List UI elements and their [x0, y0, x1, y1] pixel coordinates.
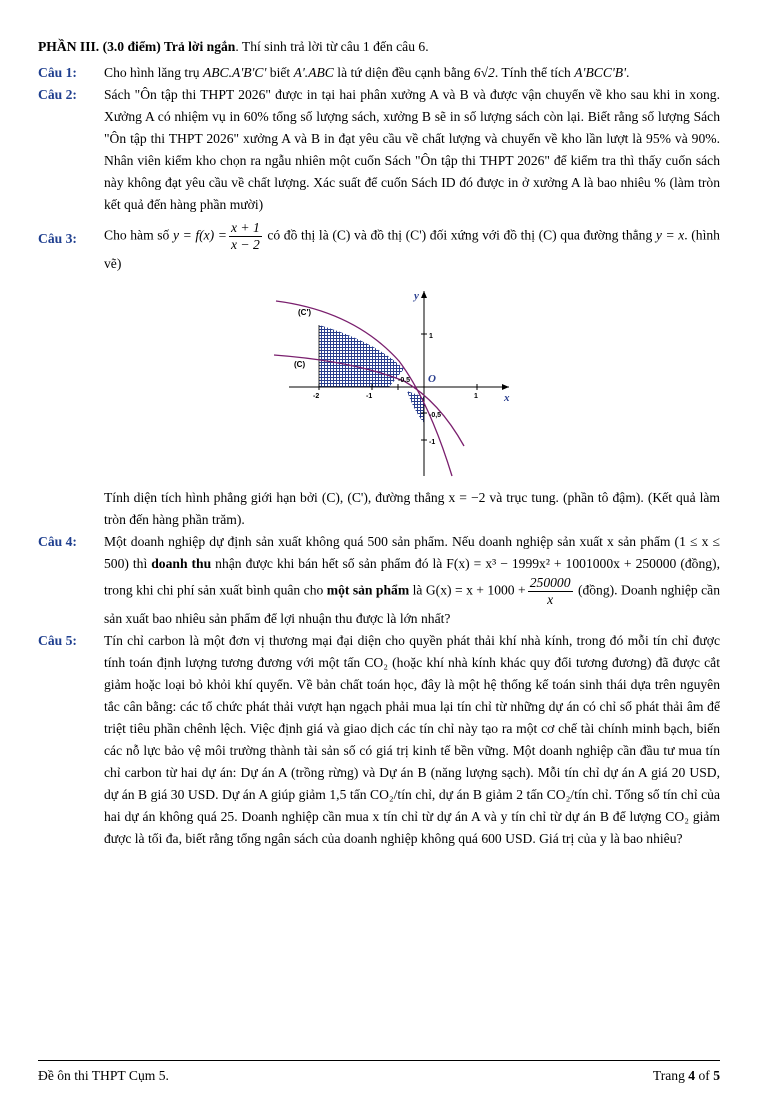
section-title — [38, 36, 720, 58]
question-3 — [38, 220, 720, 531]
text: . Tính thể tích — [494, 65, 575, 80]
section-title-rest: . Thí sinh trả lời từ câu 1 đến câu 6. — [235, 39, 429, 54]
bold-text: doanh thu — [151, 556, 212, 571]
text: (đồng). Doanh nghiệp cần sản xuất bao nhiêu sản phẩm để lợi nhuận thu được là lớn nhất? — [104, 582, 720, 626]
tick-label-x: -0.5 — [398, 377, 411, 384]
graph-label-C-prime: (C') — [298, 308, 312, 317]
page-footer — [38, 1060, 720, 1087]
text: Trang — [652, 1068, 689, 1083]
text: Cho hình lăng trụ — [104, 65, 203, 80]
tick-label-x: -2 — [313, 393, 320, 400]
fraction-denominator: x − 2 — [230, 237, 260, 252]
math: 6√2 — [473, 65, 495, 80]
graph-label-x: x — [504, 392, 510, 404]
curve-C-prime — [276, 301, 452, 476]
text: Cho hàm số — [104, 227, 173, 243]
question-body: Tín chỉ carbon là một đơn vị thương mại đại diện cho quyền phát thải khí nhà kính, trong đó mỗi tín chỉ được tính toán định lượng tương đương với một tấn CO₂ (hoặc khí nhà kính khác quy đổi tương đương) đã được cắt giảm hoặc loại bỏ khỏi khí quyển. Về bản chất toán học, đây là một hệ thống kế toán sinh thái dựa trên nguyên tắc cân bằng: các tổ chức phát thải vượt hạn ngạch phải mua lại tín chỉ từ những dự án có chỉ số phát thải âm để triệt tiêu phần chênh lệch. Việc định giá và giao dịch các tín chỉ này tạo ra một cơ chế tài chính minh bạch, biến các nỗ lực bảo vệ môi trường thành tài sản số có giá trị kinh tế bền vững. Một doanh nghiệp cần đầu tư mua tín chỉ carbon từ hai dự án: Dự án A (trồng rừng) và Dự án B (năng lượng sạch). Mỗi tín chỉ dự án A giá 20 USD, dự án B giá 30 USD. Dự án A giúp giảm 1,5 tấn CO₂/tín chỉ, dự án B giảm 2 tấn CO₂/tín chỉ. Tổng số tín chỉ của hai dự án không quá 25. Doanh nghiệp cần mua x tín chỉ từ dự án A và y tín chỉ từ dự án B để lượng CO₂ giảm được là tối đa, biết rằng tổng ngân sách của doanh nghiệp không quá 600 USD. Giá trị của y là bao nhiêu? — [104, 633, 720, 846]
question-1 — [38, 62, 720, 84]
question-body — [104, 531, 720, 630]
fraction-denominator: x — [547, 592, 554, 607]
math: A'.ABC — [293, 65, 334, 80]
x-axis-arrow — [502, 384, 509, 390]
question-body — [104, 220, 720, 531]
tick-label-x: -1 — [366, 393, 373, 400]
tick-label-y: 1 — [429, 333, 433, 340]
math: A'BCC'B' — [574, 65, 627, 80]
graph-label-y: y — [414, 290, 419, 302]
y-axis-arrow — [421, 291, 427, 298]
text: Một doanh nghiệp dự định sản xuất không quá 500 sản phẩm. Nếu doanh nghiệp sản xuất x sản phẩm (1 ≤ x ≤ 500) thì — [104, 534, 720, 571]
text: . (hình vẽ) — [104, 227, 720, 271]
question-5 — [38, 630, 720, 850]
text: biết — [266, 65, 294, 80]
text: là G(x) = x + 1000 + — [409, 582, 526, 598]
text: nhận được khi bán hết số sản phẩm đó là F(x) = x³ − 1999x² + 1001000x + 250000 (đồng), trong khi chi phí sản xuất bình quân cho — [104, 556, 720, 598]
question-label: Câu 2: — [38, 87, 77, 102]
question-label: Câu 4: — [38, 534, 77, 549]
tick-label-y: -0,5 — [429, 412, 442, 419]
total-pages: 5 — [713, 1068, 720, 1083]
shaded-region-lower — [407, 391, 424, 423]
fraction — [528, 575, 573, 608]
current-page: 4 — [688, 1068, 696, 1083]
text: là tứ diện đều cạnh bằng — [333, 65, 474, 80]
question-4 — [38, 531, 720, 630]
question-3-task: Tính diện tích hình phẳng giới hạn bởi (C), (C'), đường thẳng x = −2 và trục tung. (phần tô đậm). (Kết quả làm tròn đến hàng phần trăm). — [104, 490, 720, 527]
question-label: Câu 5: — [38, 633, 77, 648]
page-content — [38, 36, 720, 850]
text: of — [695, 1068, 714, 1083]
graph-label-origin: O — [428, 373, 436, 385]
shaded-region-upper — [319, 325, 404, 387]
question-3-intro — [104, 220, 720, 275]
fraction-numerator: x + 1 — [230, 220, 260, 235]
question-2 — [38, 84, 720, 216]
text: . — [626, 65, 630, 80]
math: y = f(x) = — [172, 227, 227, 243]
tick-label-x: 1 — [474, 393, 478, 400]
footer-left: Đề ôn thi THPT Cụm 5. — [38, 1068, 169, 1083]
fraction — [229, 220, 262, 253]
graph-label-C: (C) — [294, 360, 306, 369]
footer-page-number — [653, 1065, 720, 1087]
function-graph — [264, 281, 514, 481]
tick-label-y: -1 — [429, 439, 436, 446]
question-label: Câu 1: — [38, 65, 77, 80]
math: y = x — [655, 227, 685, 243]
bold-text: một sản phẩm — [326, 582, 410, 598]
fraction-numerator: 250000 — [529, 575, 571, 590]
question-body: Sách "Ôn tập thi THPT 2026" được in tại hai phân xưởng A và B và được vận chuyển về kho sau khi in xong. Xưởng A có nhiệm vụ in 60% tổng số lượng sách, xưởng B sẽ in số lượng sách còn lại. Biết rằng số lượng Sách "Ôn tập thi THPT 2026" xưởng A và B in đạt yêu cầu về chất lượng và chuyển về kho lần lượt là 95% và 90%. Nhân viên kiểm kho chọn ra ngẫu nhiên một cuốn Sách "Ôn tập thi THPT 2026" để kiểm tra thì thấy cuốn sách này không đạt yêu cầu về chất lượng. Xác suất để cuốn Sách ID đó được in ở xưởng A là bao nhiêu % (làm tròn kết quả đến hàng phần mười) — [104, 87, 720, 212]
question-body — [104, 62, 720, 84]
text: có đồ thị là (C) và đồ thị (C') đối xứng với đồ thị (C) qua đường thẳng — [263, 227, 656, 243]
question-label: Câu 3: — [38, 231, 77, 246]
math: ABC.A'B'C' — [202, 65, 267, 80]
section-title-bold: PHẦN III. (3.0 điểm) Trả lời ngắn — [38, 39, 236, 54]
